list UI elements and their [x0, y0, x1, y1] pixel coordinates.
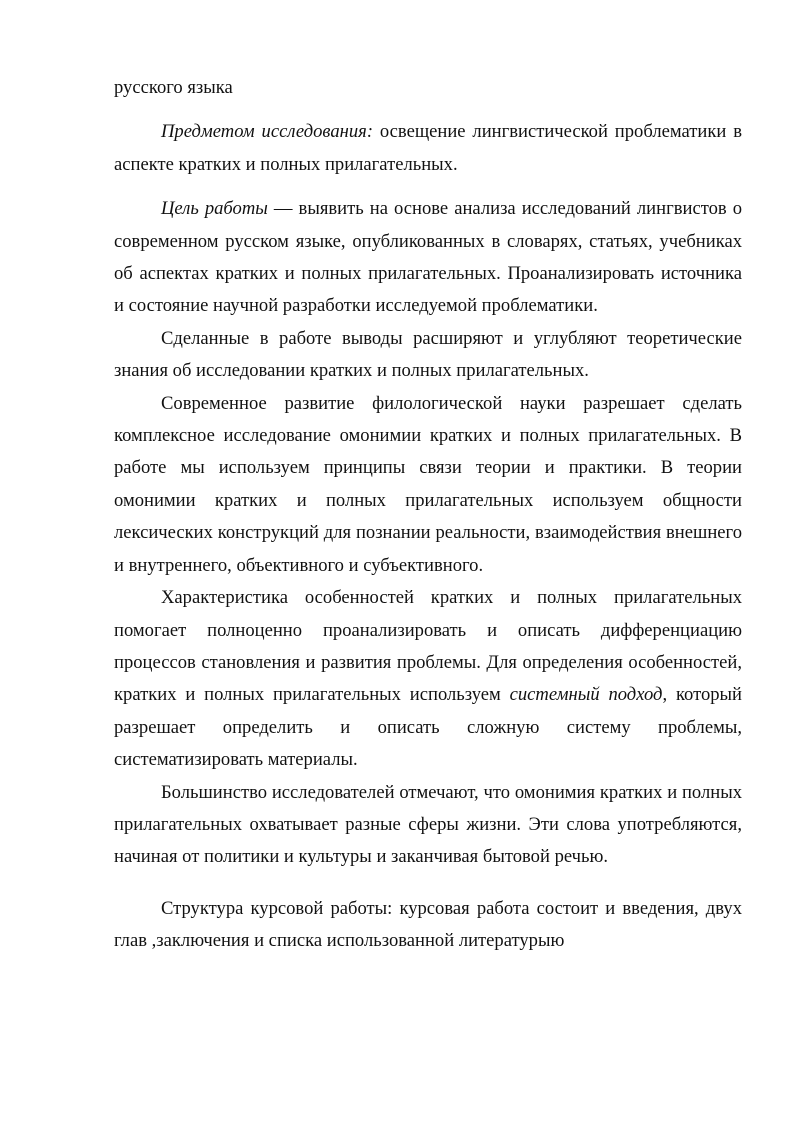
document-body: [114, 72, 742, 958]
paragraph-text: Большинство исследователей отмечают, что омонимия кратких и полных прилагательных охватывает разные сферы жизни. Эти слова употребляются, начиная от политики и культуры и заканчивая бытовой речью.: [114, 781, 742, 868]
paragraph-text: Сделанные в работе выводы расширяют и углубляют теоретические знания об исследовании кратких и полных прилагательных.: [114, 327, 742, 382]
paragraph-emphasis: Цель работы: [161, 198, 268, 220]
paragraph-text: Характеристика особенностей кратких и полных прилагательных помогает полноценно проанализировать и описать дифференциацию процессов становления и развития проблемы. Для определения особенностей, кратких и полных прилагательных используем: [114, 587, 742, 706]
paragraph-text: русского языка: [114, 77, 233, 98]
paragraph-text: , который разрешает определить и описать сложную систему проблемы, систематизировать материалы.: [114, 684, 743, 771]
paragraph-text: освещение лингвистической проблематики в аспекте кратких и полных прилагательных.: [114, 121, 742, 175]
paragraph-development: [114, 388, 742, 582]
paragraph-goal: [114, 193, 742, 323]
paragraph-conclusions: [114, 323, 742, 388]
paragraph-text: Современное развитие филологической науки разрешает сделать комплексное исследование омонимии кратких и полных прилагательных. В работе мы используем принципы связи теории и практики. В теории омонимии кратких и полных прилагательных используем общности лексических конструкций для познании реальности, взаимодействия внешнего и внутреннего, объективного и субъективного.: [114, 392, 742, 576]
paragraph-subject: [114, 116, 742, 181]
paragraph-characteristics: [114, 582, 742, 776]
paragraph-continuation: [114, 72, 742, 104]
paragraph-text: — выявить на основе анализа исследований лингвистов о современном русском языке, опубликованных в словарях, статьях, учебниках об аспектах кратких и полных прилагательных. Проанализировать источника и состояние научной разработки исследуемой проблематики.: [114, 198, 742, 317]
paragraph-researchers: [114, 777, 742, 874]
paragraph-text: Структура курсовой работы: курсовая работа состоит и введения, двух глав ,заключения и списка использованной литературыю: [114, 897, 742, 952]
paragraph-emphasis: системный подход: [509, 684, 663, 706]
paragraph-structure: [114, 893, 742, 958]
paragraph-emphasis: Предметом исследования:: [161, 121, 374, 143]
